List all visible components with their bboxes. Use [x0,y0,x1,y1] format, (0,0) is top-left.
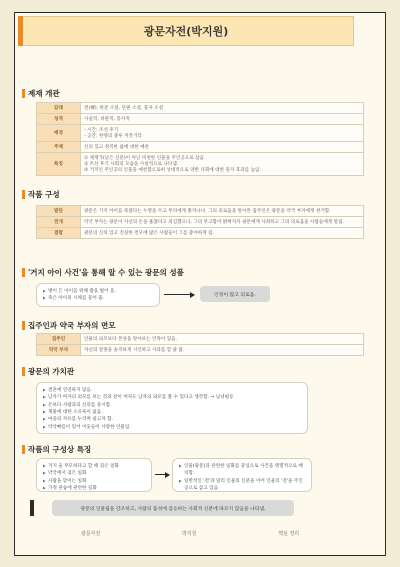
list-item: ▶ 일반적인 '전'과 달리 인물의 신분을 이어 인물의 '전'을 주인공으로 삼고 있음. [179,478,305,493]
footer [40,530,340,537]
row-value: ① 제재가(낮은 신분)이 아닌 비천한 인물을 주인공으로 삼음. ② 조선 후기 사회의 모습을 사실적으로 나타냄. ③ 거지인 주인공의 인품을 예찬함으로써 상대적으로 양반 사회에 대한 풍자 효과를 높임. [81,153,364,176]
table-row [37,206,364,217]
row-value: - 시간: 조선 후기 - 공간: 한양의 종루 저잣거리 [81,125,364,142]
row-value: 약국 부자는 광문이 자신의 돈을 훔쳤다고 의심했으나, 그의 무고함이 밝혀지자 광문에게 사죄하고 그의 의로움을 사람들에게 알림. [81,217,364,228]
row-value: 광문은 거지 아이를 죽였다는 누명을 쓰고 무리에게 쫓겨나나, 그의 의로움을 알아본 집주인은 광문을 약국 부자에게 천거함. [81,206,364,217]
row-key: 집주인 [37,334,81,345]
row-key: 성격 [37,114,81,125]
section-overview-heading: 제재 개관 [22,88,60,99]
title-bar [18,16,354,46]
table-row [37,103,364,114]
values-box [36,382,308,434]
row-value: 신의 있고 정직한 삶에 대한 예찬 [81,142,364,153]
structure-table [36,205,364,239]
features-right-box [172,458,312,492]
event-result: 인정이 많고 의로움. [200,286,270,302]
row-key: 결말 [37,228,81,239]
list-item: ▶ 병이 든 아이를 위해 밥을 빌어 옴. [43,288,153,295]
section-structure-heading: 작품 구성 [22,189,60,200]
section-event-heading: '거지 아이 사건'을 통해 알 수 있는 광문의 성품 [22,267,184,278]
table-row [37,125,364,142]
row-value: 전(傳), 한문 소설, 단편 소설, 풍자 소설 [81,103,364,114]
footer-label: 핵심 정리 [278,531,300,537]
list-item: ▶ 재물에 대한 소유욕이 없음. [43,409,301,416]
list-item: ▶ 거지 둘 무모하다고 할 때 겪은 일화 [43,463,145,470]
page-title: 광문자전(박지원) [143,25,229,38]
features-left-box [36,458,152,492]
list-item: ▶ 결혼에 연연하지 않음. [43,387,301,394]
section-values-heading: 광문의 가치관 [22,366,74,377]
conclusion-text: 광문의 인물됨을 강조하고, 사람의 품성에 감응하는 사회적 신분에 따르지 않음을 나타냄. [52,500,294,516]
row-key: 발단 [37,206,81,217]
contrast-table [36,333,364,356]
table-row [37,345,364,356]
table-row [37,153,364,176]
arrow-icon [164,294,194,295]
table-row [37,228,364,239]
table-row [37,114,364,125]
arrow-icon [155,474,169,475]
list-item: ▶ 죽은 아이의 시체를 묻어 줌. [43,295,153,302]
row-key: 배경 [37,125,81,142]
row-key: 전개 [37,217,81,228]
list-item: ▶ 사람을 맞이는 일화 [43,478,145,485]
section-contrast-heading: 집주인과 약국 부자의 면모 [22,320,116,331]
list-item: ▶ 인물(광문)과 관련한 일화를 중심으로 사건을 병렬적으로 배치함. [179,463,305,478]
row-value: 자신의 잘못을 솔직하게 시인하고 사과를 할 줄 앎. [81,345,364,356]
section-features-heading: 작품의 구성상 특징 [22,444,91,455]
list-item: ▶ 약국에서 겪은 일화 [43,470,145,477]
event-box [36,283,160,307]
table-row [37,217,364,228]
row-value: 인물의 외모보다 본성을 알아보는 안목이 있음. [81,334,364,345]
row-key: 특징 [37,153,81,176]
row-key: 주제 [37,142,81,153]
row-key: 약국 부자 [37,345,81,356]
list-item: ▶ 약삭빠름이 있어 이웃들이 사랑한 인물임. [43,424,301,431]
table-row [37,334,364,345]
list-item: ▶ 돈보다 사람과의 신의를 중시함. [43,402,301,409]
conclusion-marker [30,500,34,516]
list-item: ▶ 마을의 자유를 누리며 살고자 함. [43,416,301,423]
row-key: 갈래 [37,103,81,114]
list-item: ▶ 남자가 여자의 외모를 보는 것과 같이 여자도 남자의 외모를 볼 수 있다고 생각함. → 남녀평등 [43,394,301,401]
row-value: 사실적, 비판적, 풍자적 [81,114,364,125]
footer-title: 광문자전 [80,531,101,537]
table-row [37,142,364,153]
footer-author: 박지원 [181,531,197,537]
row-value: 광문의 신의 있고 진실한 면모에 많은 사람들이 그를 좋아하게 됨. [81,228,364,239]
overview-table [36,102,364,176]
list-item: ▶ 가정 관습에 관련한 일화 [43,485,145,492]
